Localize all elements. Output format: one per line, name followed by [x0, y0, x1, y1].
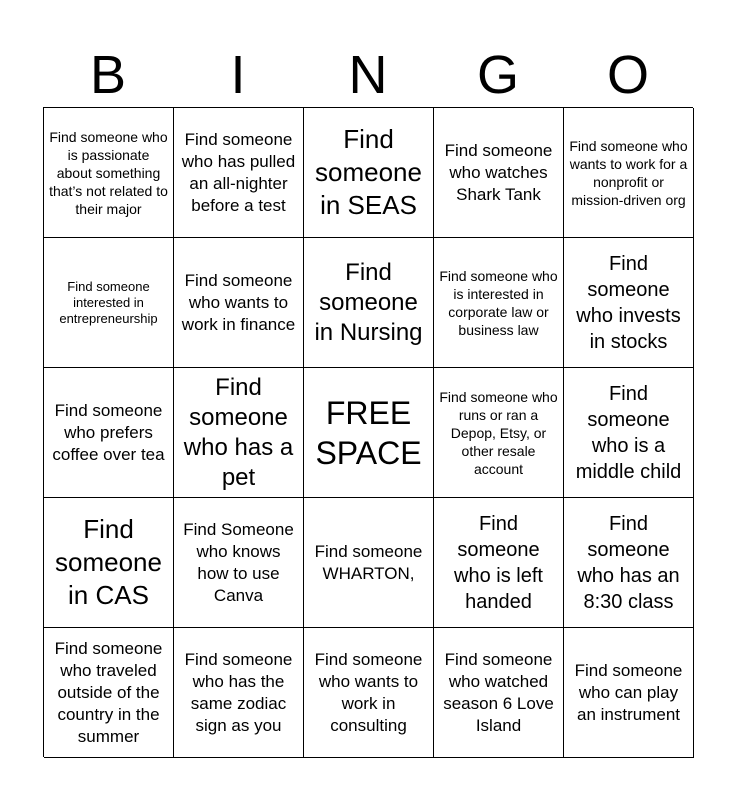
cell-text: Find someone who wants to work for a nonprofit or mission-driven org	[569, 137, 688, 208]
bingo-cell-r3-c2[interactable]	[304, 498, 434, 628]
header-letter-b: B	[89, 45, 127, 105]
cell-text: Find someone in SEAS	[315, 124, 422, 220]
cell-text: Find someone who prefers coffee over tea	[52, 400, 165, 464]
cell-text: Find someone in Nursing	[314, 258, 423, 346]
bingo-cell-r4-c0[interactable]	[44, 628, 174, 758]
cell-text: Find someone who is left handed	[454, 512, 543, 613]
bingo-cell-r0-c1[interactable]	[174, 108, 304, 238]
cell-text: Find someone who has the same zodiac sign as you	[184, 649, 293, 735]
bingo-cell-r2-c4[interactable]	[564, 368, 694, 498]
bingo-cell-r3-c0[interactable]	[44, 498, 174, 628]
cell-text: Find someone interested in entrepreneurship	[59, 278, 158, 326]
cell-text: Find someone WHARTON,	[314, 541, 423, 583]
bingo-cell-r0-c0[interactable]	[44, 108, 174, 238]
cell-text: Find someone who watched season 6 Love Island	[443, 649, 554, 735]
header-letter-i: I	[230, 45, 246, 105]
bingo-cell-r2-c0[interactable]	[44, 368, 174, 498]
cell-text: Find someone who watches Shark Tank	[444, 140, 553, 204]
cell-text: Find someone who invests in stocks	[576, 252, 681, 353]
bingo-cell-r1-c2[interactable]	[304, 238, 434, 368]
cell-text: Find someone who has a pet	[183, 373, 294, 491]
bingo-header	[43, 40, 693, 110]
bingo-cell-r0-c2[interactable]	[304, 108, 434, 238]
bingo-cell-r3-c3[interactable]	[434, 498, 564, 628]
bingo-cell-r4-c3[interactable]	[434, 628, 564, 758]
bingo-cell-r4-c2[interactable]	[304, 628, 434, 758]
cell-text: Find someone who is interested in corporate law or business law	[439, 267, 558, 338]
cell-text: Find someone who can play an instrument	[574, 660, 683, 724]
bingo-cell-r1-c0[interactable]	[44, 238, 174, 368]
cell-text: Find someone who is passionate about something that’s not related to their major	[49, 128, 168, 217]
cell-text: Find someone in CAS	[55, 514, 162, 610]
header-letter-g: G	[476, 45, 519, 105]
cell-text: FREE SPACE	[315, 394, 422, 471]
bingo-cell-r0-c3[interactable]	[434, 108, 564, 238]
bingo-cell-free-space[interactable]	[304, 368, 434, 498]
bingo-cell-r3-c1[interactable]	[174, 498, 304, 628]
bingo-cell-r1-c1[interactable]	[174, 238, 304, 368]
bingo-cell-r0-c4[interactable]	[564, 108, 694, 238]
cell-text: Find someone who runs or ran a Depop, Etsy, or other resale account	[439, 388, 558, 477]
bingo-cell-r1-c4[interactable]	[564, 238, 694, 368]
bingo-cell-r3-c4[interactable]	[564, 498, 694, 628]
bingo-cell-r4-c1[interactable]	[174, 628, 304, 758]
cell-text: Find someone who has an 8:30 class	[577, 512, 680, 613]
header-letter-n: N	[348, 45, 388, 105]
header-letter-o: O	[606, 45, 649, 105]
cell-text: Find Someone who knows how to use Canva	[183, 519, 294, 605]
cell-text: Find someone who wants to work in finance	[181, 270, 296, 334]
bingo-cell-r2-c1[interactable]	[174, 368, 304, 498]
bingo-cell-r2-c3[interactable]	[434, 368, 564, 498]
cell-text: Find someone who wants to work in consulting	[314, 649, 423, 735]
bingo-cell-r4-c4[interactable]	[564, 628, 694, 758]
cell-text: Find someone who is a middle child	[575, 382, 682, 483]
cell-text: Find someone who traveled outside of the country in the summer	[54, 638, 163, 746]
cell-text: Find someone who has pulled an all-nighter before a test	[181, 129, 296, 215]
bingo-board	[43, 107, 693, 757]
bingo-cell-r1-c3[interactable]	[434, 238, 564, 368]
